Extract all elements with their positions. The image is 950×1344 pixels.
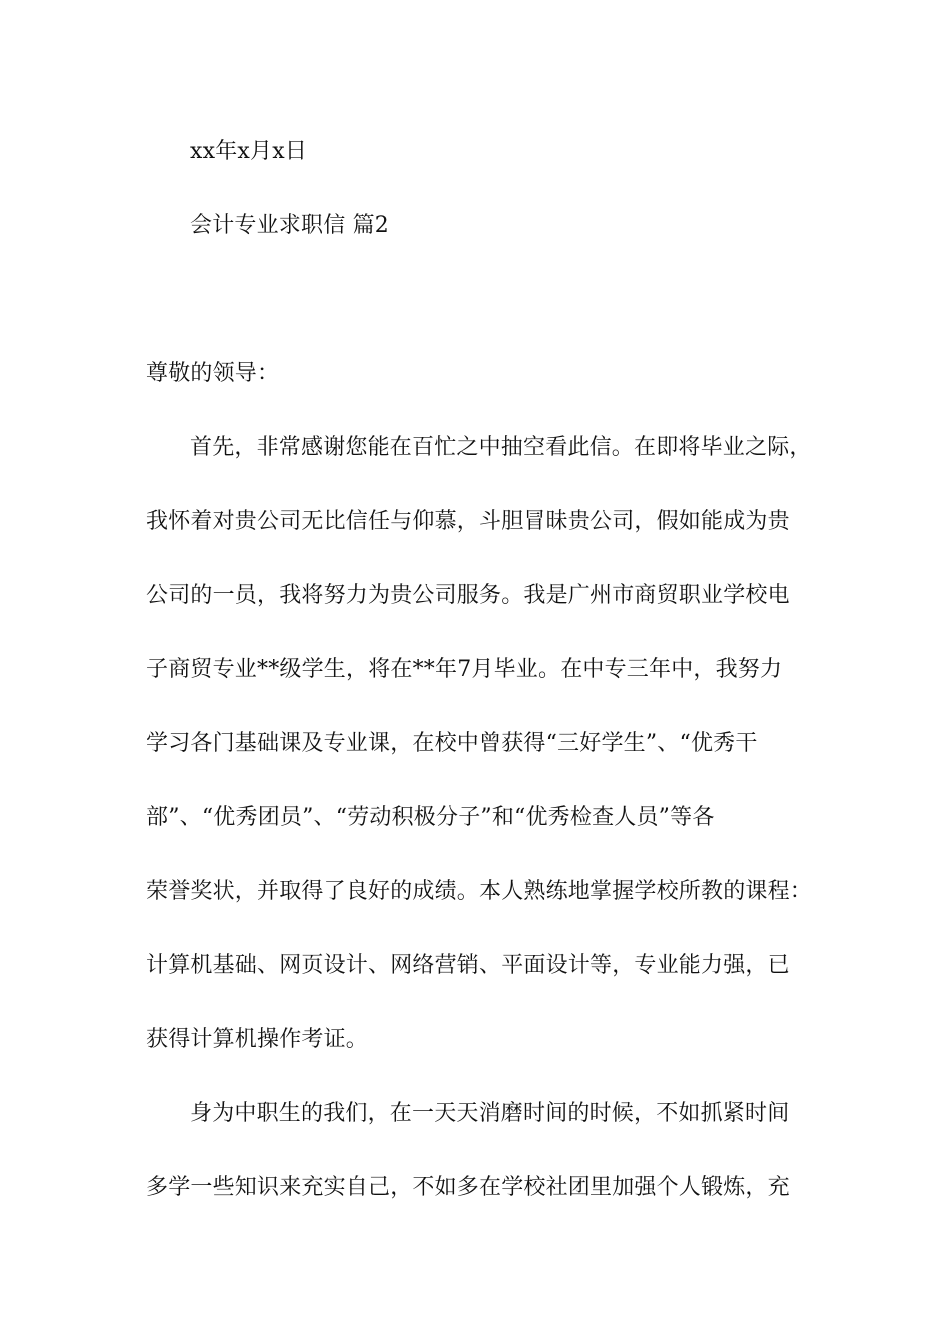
body-line: 荣誉奖状，并取得了良好的成绩。本人熟练地掌握学校所教的课程：: [146, 879, 813, 904]
salutation: 尊敬的领导：: [146, 361, 280, 386]
body-line: 学习各门基础课及专业课，在校中曾获得“三好学生”、“优秀干: [146, 731, 758, 756]
body-line: 我怀着对贵公司无比信任与仰慕，斗胆冒昧贵公司，假如能成为贵: [146, 509, 790, 534]
body-line: 多学一些知识来充实自己，不如多在学校社团里加强个人锻炼，充: [146, 1175, 790, 1200]
body-line: 身为中职生的我们，在一天天消磨时间的时候，不如抓紧时间: [190, 1101, 790, 1126]
body-line: 计算机基础、网页设计、网络营销、平面设计等，专业能力强，已: [146, 953, 790, 978]
body-line: 公司的一员，我将努力为贵公司服务。我是广州市商贸职业学校电: [146, 583, 790, 608]
body-line: 部”、“优秀团员”、“劳动积极分子”和“优秀检查人员”等各: [146, 805, 715, 830]
section-title: 会计专业求职信 篇2: [190, 213, 389, 238]
date-line: xx年x月x日: [190, 139, 308, 164]
body-line: 子商贸专业**级学生，将在**年7月毕业。在中专三年中，我努力: [146, 657, 783, 682]
body-line: 获得计算机操作考证。: [146, 1027, 369, 1052]
body-line: 首先，非常感谢您能在百忙之中抽空看此信。在即将毕业之际，: [190, 435, 812, 460]
